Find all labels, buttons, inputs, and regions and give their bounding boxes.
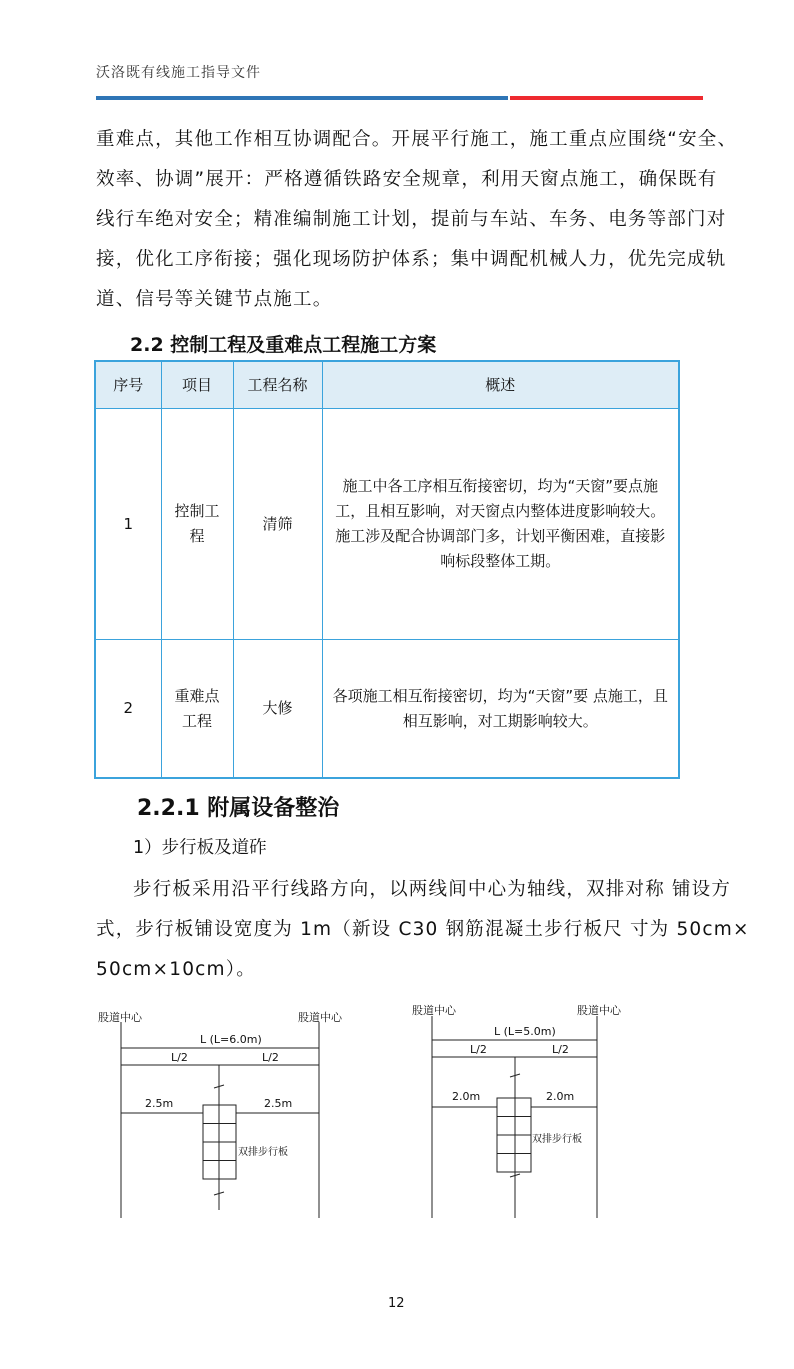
paragraph-line: 接，优化工序衔接；强化现场防护体系；集中调配机械人力，优先完成轨 [96, 249, 727, 270]
table-row [95, 409, 679, 640]
total-length-label: L (L=5.0m) [494, 1025, 556, 1038]
walkway-diagrams [0, 990, 794, 1230]
cell-name: 清筛 [233, 409, 322, 640]
half-length-label: L/2 [470, 1043, 487, 1056]
paragraph-line: 步行板采用沿平行线路方向，以两线间中心为轴线，双排对称 铺设方 [133, 879, 732, 900]
paragraph-line: 50cm×10cm）。 [96, 959, 256, 980]
track-center-label: 股道中心 [412, 1004, 456, 1017]
header-title: 沃洛既有线施工指导文件 [96, 65, 261, 81]
cell-name: 大修 [233, 640, 322, 779]
header-rule-blue [96, 96, 508, 100]
board-label: 双排步行板 [532, 1134, 582, 1145]
side-length-label: 2.0m [452, 1090, 481, 1103]
side-length-label: 2.5m [264, 1097, 293, 1110]
track-center-label: 股道中心 [298, 1011, 342, 1024]
header-cell: 项目 [161, 361, 233, 409]
total-length-label: L (L=6.0m) [200, 1033, 262, 1046]
page-number: 12 [388, 1296, 405, 1311]
walkway-diagram-5m [412, 1003, 622, 1218]
cell-no: 1 [95, 409, 161, 640]
header-cell: 序号 [95, 361, 161, 409]
cell-desc: 各项施工相互衔接密切，均为“天窗”要 点施工，且相互影响，对工期影响较大。 [322, 640, 679, 779]
paragraph-line: 效率、协调”展开：严格遵循铁路安全规章，利用天窗点施工，确保既有 [96, 169, 718, 190]
track-center-label: 股道中心 [98, 1011, 142, 1024]
walkway-diagram-6m [98, 1010, 343, 1218]
header-cell: 概述 [322, 361, 679, 409]
board-label: 双排步行板 [238, 1147, 288, 1158]
paragraph-line: 线行车绝对安全；精准编制施工计划，提前与车站、车务、电务等部门对 [96, 209, 727, 230]
construction-plan-table [94, 360, 680, 779]
header-cell: 工程名称 [233, 361, 322, 409]
table-row [95, 640, 679, 779]
cell-item: 重难点工程 [161, 640, 233, 779]
track-center-label: 股道中心 [577, 1004, 621, 1017]
half-length-label: L/2 [552, 1043, 569, 1056]
paragraph-line: 式，步行板铺设宽度为 1m（新设 C30 钢筋混凝土步行板尺 寸为 50cm× [96, 919, 750, 940]
paragraph-line: 道、信号等关键节点施工。 [96, 289, 333, 310]
section-heading-2-2-1: 2.2.1 附属设备整治 [137, 796, 340, 821]
cell-no: 2 [95, 640, 161, 779]
side-length-label: 2.0m [546, 1090, 575, 1103]
cell-item: 控制工程 [161, 409, 233, 640]
header-rule-red [510, 96, 703, 100]
side-length-label: 2.5m [145, 1097, 174, 1110]
subsection-title: 1）步行板及道砟 [133, 838, 267, 858]
half-length-label: L/2 [262, 1051, 279, 1064]
intro-paragraph [96, 120, 738, 320]
table-header-row [95, 361, 679, 409]
half-length-label: L/2 [171, 1051, 188, 1064]
paragraph-line: 重难点，其他工作相互协调配合。开展平行施工，施工重点应围绕“安全、 [96, 129, 738, 150]
section-heading-2-2: 2.2 控制工程及重难点工程施工方案 [130, 334, 437, 356]
cell-desc: 施工中各工序相互衔接密切，均为“天窗”要点施工，且相互影响，对天窗点内整体进度影响较大。施工涉及配合协调部门多，计划平衡困难，直接影响标段整体工期。 [322, 409, 679, 640]
walkway-paragraph [96, 870, 750, 990]
